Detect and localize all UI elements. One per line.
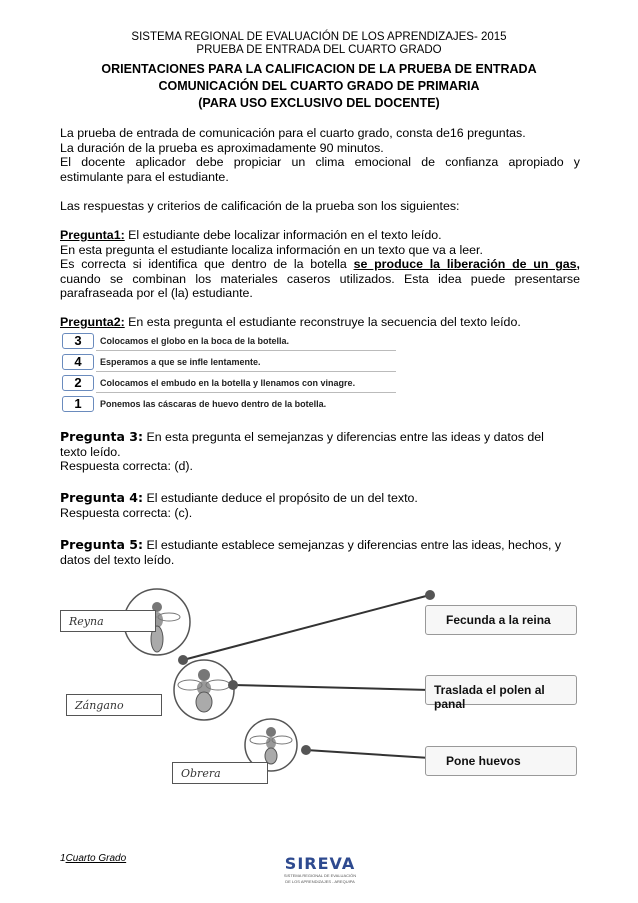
q1-label: Pregunta1: (60, 228, 125, 242)
q3-line-2: texto leído. (60, 445, 121, 459)
footer-grade: Cuarto Grado (65, 853, 127, 864)
sequence-number: 1 (62, 396, 94, 412)
connector-dot (425, 590, 435, 600)
q1-line-3 (60, 257, 580, 272)
q2-line (60, 315, 580, 330)
q5-line-2: datos del texto leído. (60, 553, 175, 567)
sequence-text: Esperamos a que se infle lentamente. (100, 357, 261, 367)
q2-text: En esta pregunta el estudiante reconstruye la secuencia del texto leído. (124, 315, 521, 329)
header-line-1: SISTEMA REGIONAL DE EVALUACIÓN DE LOS APRENDIZAJES- 2015 (131, 31, 507, 43)
q4-line-1 (60, 491, 580, 506)
logo-subtitle-2: DE LOS APRENDIZAJES - AREQUIPA (285, 879, 355, 884)
drone-bee-image (174, 660, 234, 720)
sequence-text: Ponemos las cáscaras de huevo dentro de la botella. (100, 399, 327, 409)
footer (60, 853, 126, 864)
divider (96, 350, 396, 351)
right-box (425, 746, 577, 776)
intro-line-4: estimulante para el estudiante. (60, 170, 229, 184)
q4-label: Pregunta 4: (60, 490, 144, 505)
q5-line-1 (60, 538, 580, 553)
q4-answer: Respuesta correcta: (c). (60, 506, 193, 520)
connector-dot (228, 680, 238, 690)
title-line-2: COMUNICACIÓN DEL CUARTO GRADO DE PRIMARIA (158, 79, 480, 93)
logo-subtitle-1: SISTEMA REGIONAL DE EVALUACIÓN (283, 873, 357, 878)
connector-dot (178, 655, 188, 665)
q3-answer: Respuesta correcta: (d). (60, 459, 193, 473)
sequence-number: 3 (62, 333, 94, 349)
page-number: 1 (60, 853, 66, 864)
sequence-text: Colocamos el globo en la boca de la botella. (100, 336, 290, 346)
q1-line-2: En esta pregunta el estudiante localiza información en un texto que va a leer. (60, 243, 483, 257)
divider (96, 392, 396, 393)
q5-text: El estudiante establece semejanzas y diferencias entre las ideas, hechos, y (143, 538, 562, 552)
logo-text: SIREVA (284, 854, 356, 873)
left-label-worker: Obrera (172, 762, 268, 784)
q5-label: Pregunta 5: (60, 537, 144, 552)
header-line-2: PRUEBA DE ENTRADA DEL CUARTO GRADO (196, 44, 442, 56)
right-label-pone-huevos: Pone huevos (446, 754, 521, 768)
title-line-1: ORIENTACIONES PARA LA CALIFICACION DE LA PRUEBA DE ENTRADA (101, 62, 537, 76)
title-line-3: (PARA USO EXCLUSIVO DEL DOCENTE) (198, 96, 440, 110)
right-label-traslada: Traslada el polen al panal (434, 683, 545, 711)
right-label-fecunda: Fecunda a la reina (446, 613, 551, 627)
q1-line-1 (60, 228, 580, 243)
q1-line-3-text: Es correcta si identifica que dentro de la botella (60, 257, 354, 271)
connector-dot (301, 745, 311, 755)
intro-line-2: La duración de la prueba es aproximadamente 90 minutos. (60, 141, 384, 155)
q3-line-1 (60, 430, 580, 445)
q1-key-phrase: se produce la liberación de un gas, (353, 257, 580, 271)
q2-label: Pregunta2: (60, 315, 125, 329)
intro-line-3: El docente aplicador debe propiciar un clima emocional de confianza apropiado y (60, 155, 580, 169)
intro-line-5: Las respuestas y criterios de calificación de la prueba son los siguientes: (60, 199, 460, 213)
q3-text: En esta pregunta el semejanzas y diferencias entre las ideas y datos del (143, 430, 544, 444)
right-box (425, 605, 577, 635)
divider (96, 371, 396, 372)
intro-line-1: La prueba de entrada de comunicación para el cuarto grado, consta de16 preguntas. (60, 126, 526, 140)
sequence-text: Colocamos el embudo en la botella y llenamos con vinagre. (100, 378, 356, 388)
q1-line-5: parafraseada por el (la) estudiante. (60, 286, 253, 300)
left-label-drone: Zángano (66, 694, 162, 716)
q3-label: Pregunta 3: (60, 429, 144, 444)
left-label-queen: Reyna (60, 610, 156, 632)
sequence-number: 2 (62, 375, 94, 391)
sireva-logo (265, 855, 375, 891)
q4-text: El estudiante deduce el propósito de un del texto. (143, 491, 418, 505)
q1-line-4: cuando se combinan los materiales caseros utilizados. Esta idea puede presentarse (60, 272, 580, 286)
q1-text: El estudiante debe localizar información en el texto leído. (124, 228, 442, 242)
sequence-number: 4 (62, 354, 94, 370)
right-box (425, 675, 577, 711)
